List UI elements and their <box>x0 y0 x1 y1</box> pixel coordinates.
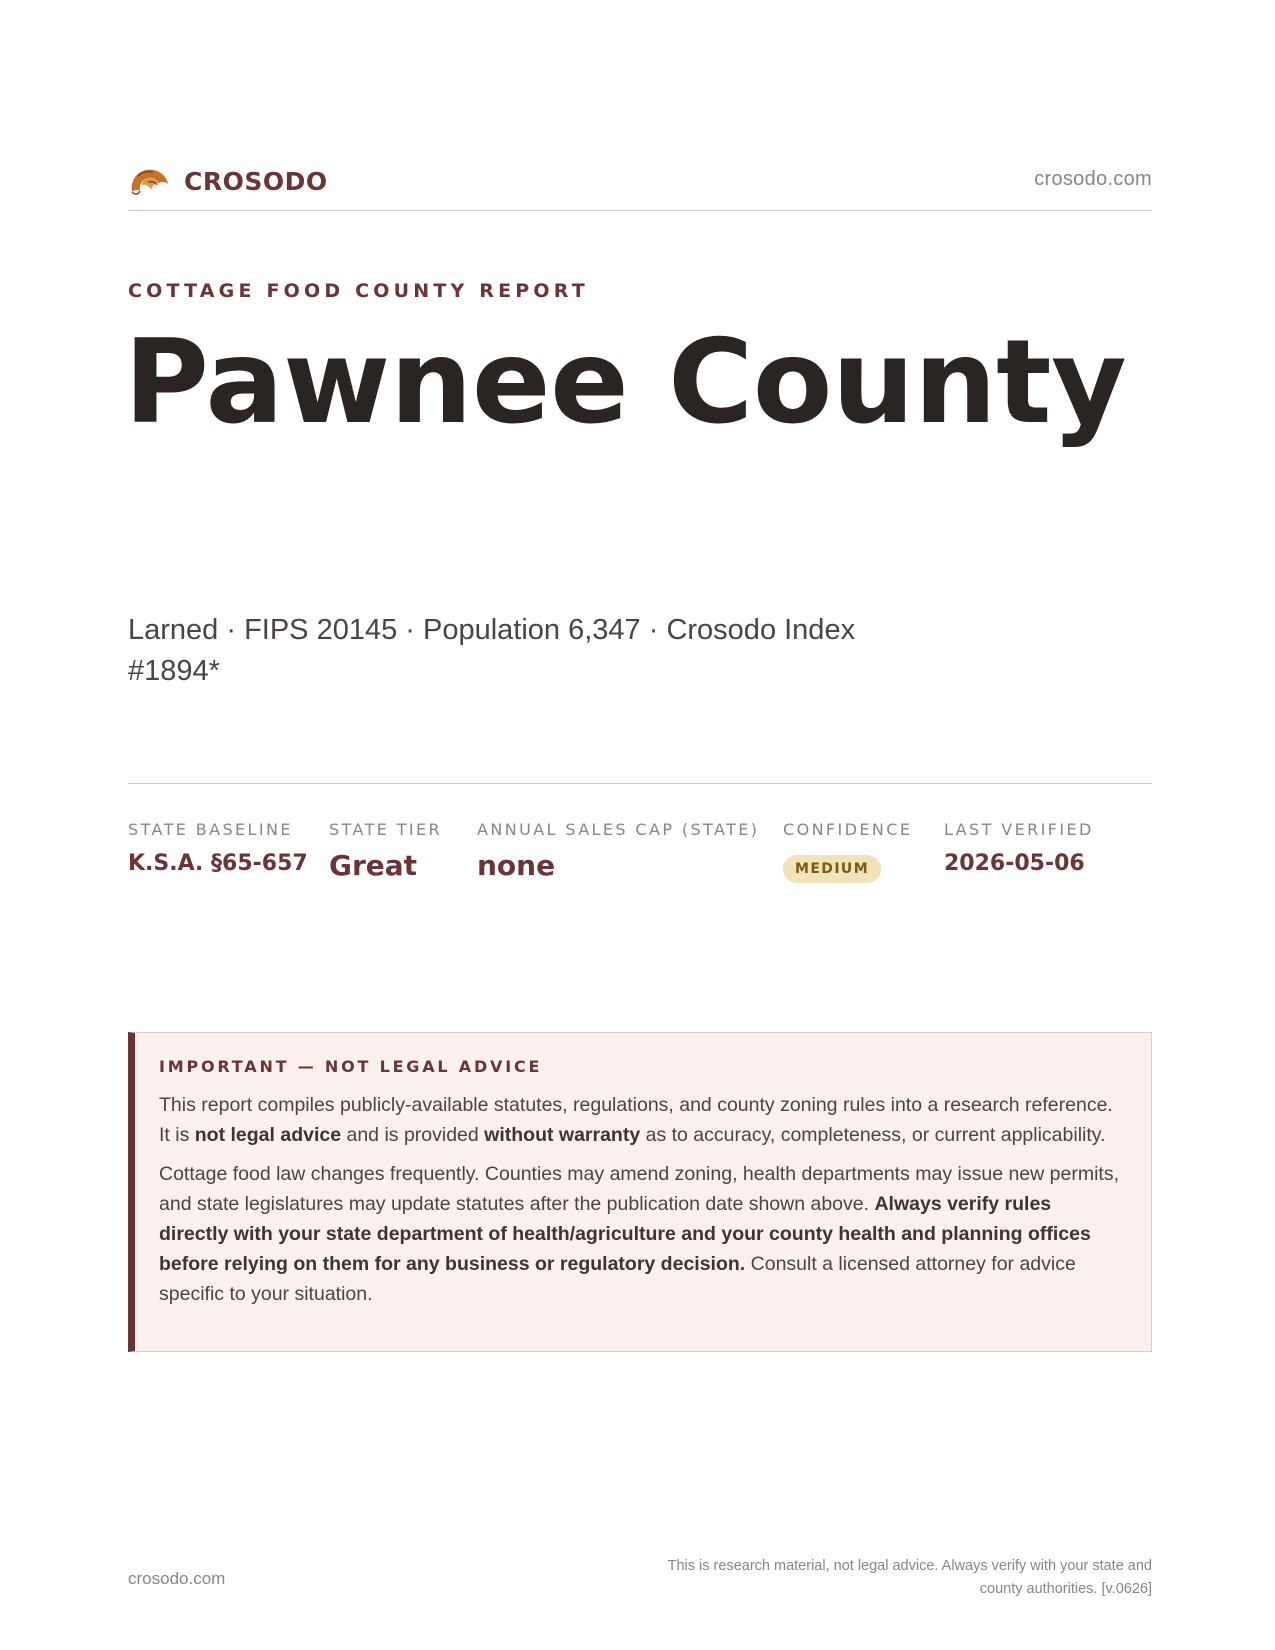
page-header <box>128 158 1152 211</box>
legal-notice <box>128 1032 1152 1352</box>
notice-paragraph <box>159 1159 1123 1309</box>
stat-annual-sales-cap <box>477 820 759 882</box>
county-summary: Larned · FIPS 20145 · Population 6,347 · Crosodo Index #1894* <box>128 614 856 687</box>
divider <box>128 783 1152 784</box>
header-site-link[interactable]: crosodo.com <box>1034 168 1152 190</box>
croissant-icon <box>128 162 170 200</box>
stat-value: Great <box>329 849 418 882</box>
notice-emphasis: not legal advice <box>194 1124 342 1146</box>
report-eyebrow: COTTAGE FOOD COUNTY REPORT <box>128 280 589 302</box>
footer-disclaimer: This is research material, not legal advice. Always verify with your state and county authorities. [v.0626] <box>667 1558 1152 1597</box>
notice-heading: IMPORTANT — NOT LEGAL ADVICE <box>159 1057 543 1076</box>
stat-value: none <box>477 849 556 882</box>
notice-text: Cottage food law changes frequently. Counties may amend zoning, health departments may issue new permits, and state legislatures may update statutes after the publication date shown above. <box>159 1163 1119 1215</box>
stat-label: LAST VERIFIED <box>944 820 1094 839</box>
stat-last-verified <box>944 820 1094 876</box>
stat-label: STATE BASELINE <box>128 820 293 839</box>
stat-label: CONFIDENCE <box>783 820 913 839</box>
stat-label: ANNUAL SALES CAP (STATE) <box>477 820 760 839</box>
notice-text: Consult a licensed attorney for advice specific to your situation. <box>159 1253 1076 1305</box>
stat-state-baseline <box>128 820 308 876</box>
report-page <box>124 0 1152 1650</box>
stat-state-tier <box>329 820 442 882</box>
page-title: Pawnee County <box>124 315 1127 450</box>
footer-site-link[interactable]: crosodo.com <box>128 1569 226 1588</box>
stat-value: K.S.A. §65-657 <box>128 851 308 876</box>
notice-emphasis: Always verify rules directly with your state department of health/agriculture and your county health and planning offices before relying on them for any business or regulatory decision. <box>159 1193 1091 1275</box>
notice-text: This report compiles publicly-available statutes, regulations, and county zoning rules into a research reference. It is <box>159 1094 1113 1146</box>
notice-emphasis: without warranty <box>484 1124 641 1146</box>
notice-text: as to accuracy, completeness, or current applicability. <box>640 1124 1106 1146</box>
brand-name: CROSODO <box>184 166 328 196</box>
stat-value: 2026-05-06 <box>944 851 1085 876</box>
notice-paragraph <box>159 1090 1123 1150</box>
stat-confidence <box>783 820 912 883</box>
confidence-badge: MEDIUM <box>783 855 881 883</box>
notice-text: and is provided <box>341 1124 485 1146</box>
brand[interactable] <box>128 162 328 200</box>
stat-label: STATE TIER <box>329 820 443 839</box>
